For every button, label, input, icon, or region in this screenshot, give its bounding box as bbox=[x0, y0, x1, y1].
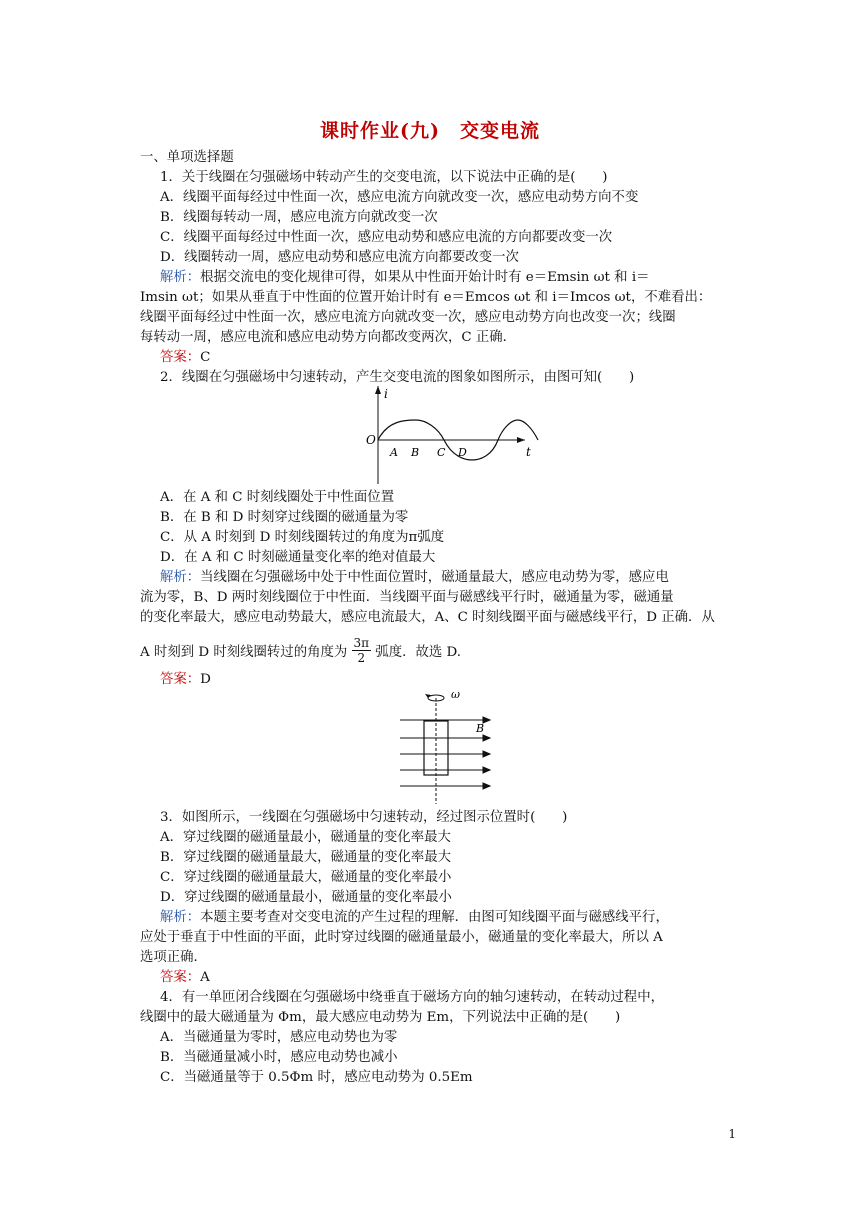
analysis-label: 解析： bbox=[160, 570, 201, 585]
q1-option-b: B．线圈每转动一周，感应电流方向就改变一次 bbox=[160, 210, 438, 225]
point-a-label: A bbox=[390, 446, 398, 459]
q1-option-c: C．线圈平面每经过中性面一次，感应电动势和感应电流的方向都要改变一次 bbox=[160, 230, 613, 245]
x-axis-label: t bbox=[526, 445, 531, 459]
q3-stem: 3．如图所示，一线圈在匀强磁场中匀速转动，经过图示位置时( ) bbox=[160, 810, 568, 825]
y-axis-label: i bbox=[384, 387, 388, 401]
q1-option-d: D．线圈转动一周，感应电动势和感应电流方向都要改变一次 bbox=[160, 250, 519, 265]
q3-option-d: D．穿过线圈的磁通量最小，磁通量的变化率最小 bbox=[160, 890, 452, 905]
fraction-denominator: 2 bbox=[357, 651, 366, 665]
q2-option-d: D．在 A 和 C 时刻磁通量变化率的绝对值最大 bbox=[160, 550, 436, 565]
point-b-label: B bbox=[411, 446, 420, 459]
analysis-label: 解析： bbox=[160, 910, 201, 925]
fraction bbox=[352, 636, 372, 665]
q1-analysis-line-4: 每转动一周，感应电流和感应电动势方向都改变两次，C 正确． bbox=[140, 330, 517, 345]
section-heading: 一、单项选择题 bbox=[140, 150, 234, 165]
y-axis-arrow bbox=[375, 386, 381, 394]
q4-option-a: A．当磁通量为零时，感应电动势也为零 bbox=[160, 1030, 398, 1045]
q3-analysis-line-3: 选项正确． bbox=[140, 950, 207, 965]
q2-option-a: A．在 A 和 C 时刻线圈处于中性面位置 bbox=[160, 490, 395, 505]
page-title: 课时作业(九) 交变电流 bbox=[320, 120, 540, 142]
answer-label: 答案： bbox=[160, 970, 201, 985]
q1-analysis-line-3: 线圈平面每经过中性面一次，感应电流方向就改变一次，感应电动势方向也改变一次；线圈 bbox=[140, 310, 676, 325]
q3-option-a: A．穿过线圈的磁通量最小，磁通量的变化率最大 bbox=[160, 830, 451, 845]
q1-analysis-line-1: 解析：根据交流电的变化规律可得，如果从中性面开始计时有 e＝Emsin ωt 和 i＝ bbox=[160, 270, 650, 285]
q3-analysis-line-2: 应处于垂直于中性面的平面，此时穿过线圈的磁通量最小，磁通量的变化率最大，所以 A bbox=[140, 930, 663, 945]
q1-answer: 答案：C bbox=[160, 350, 211, 365]
q2-analysis-line-3: 的变化率最大，感应电动势最大，感应电流最大，A、C 时刻线圈平面与磁感线平行，D 正确．从 bbox=[140, 610, 715, 625]
page-number: 1 bbox=[728, 1127, 736, 1141]
q2-option-c: C．从 A 时刻到 D 时刻线圈转过的角度为π弧度 bbox=[160, 530, 445, 545]
q2-option-b: B．在 B 和 D 时刻穿过线圈的磁通量为零 bbox=[160, 510, 409, 525]
q2-analysis-line-4: A 时刻到 D 时刻线圈转过的角度为 $\frac{3\pi}{2}$ 弧度．故选 D. bbox=[140, 636, 462, 665]
q3-answer: 答案：A bbox=[160, 970, 210, 985]
q1-stem: 1．关于线圈在匀强磁场中转动产生的交变电流，以下说法中正确的是( ) bbox=[160, 170, 608, 185]
origin-label: O bbox=[366, 433, 376, 447]
q2-stem: 2．线圈在匀强磁场中匀速转动，产生交变电流的图象如图所示，由图可知( ) bbox=[160, 370, 635, 385]
field-label: B bbox=[476, 722, 485, 735]
x-axis-arrow bbox=[517, 437, 525, 443]
answer-label: 答案： bbox=[160, 350, 201, 365]
q4-stem-line-2: 线圈中的最大磁通量为 Φm，最大感应电动势为 Em，下列说法中正确的是( ) bbox=[140, 1010, 621, 1025]
q1-option-a: A．线圈平面每经过中性面一次，感应电流方向就改变一次，感应电动势方向不变 bbox=[160, 190, 639, 205]
point-d-label: D bbox=[458, 446, 467, 459]
q3-option-c: C．穿过线圈的磁通量最大，磁通量的变化率最小 bbox=[160, 870, 452, 885]
analysis-label: 解析： bbox=[160, 270, 201, 285]
q2-sine-graph bbox=[360, 386, 540, 486]
omega-label: ω bbox=[451, 688, 460, 701]
q4-option-b: B．当磁通量减小时，感应电动势也减小 bbox=[160, 1050, 398, 1065]
q1-analysis-line-2: Imsin ωt；如果从垂直于中性面的位置开始计时有 e＝Emcos ωt 和 i＝Imcos ωt，不难看出： bbox=[140, 290, 712, 305]
q4-stem-line-1: 4．有一单匝闭合线圈在匀强磁场中绕垂直于磁场方向的轴匀速转动，在转动过程中， bbox=[160, 990, 664, 1005]
q3-option-b: B．穿过线圈的磁通量最大，磁通量的变化率最大 bbox=[160, 850, 452, 865]
q3-coil-figure bbox=[396, 688, 496, 806]
answer-label: 答案： bbox=[160, 672, 201, 687]
q3-analysis-line-1: 解析：本题主要考查对交变电流的产生过程的理解．由图可知线圈平面与磁感线平行， bbox=[160, 910, 669, 925]
q2-answer: 答案：D bbox=[160, 672, 211, 687]
q2-analysis-line-1: 解析：当线圈在匀强磁场中处于中性面位置时，磁通量最大，感应电动势为零，感应电 bbox=[160, 570, 669, 585]
q2-analysis-line-2: 流为零，B、D 两时刻线圈位于中性面．当线圈平面与磁感线平行时，磁通量为零，磁通量 bbox=[140, 590, 674, 605]
point-c-label: C bbox=[437, 446, 446, 459]
q4-option-c: C．当磁通量等于 0.5Φm 时，感应电动势为 0.5Em bbox=[160, 1070, 473, 1085]
fraction-numerator: 3π bbox=[353, 636, 370, 650]
